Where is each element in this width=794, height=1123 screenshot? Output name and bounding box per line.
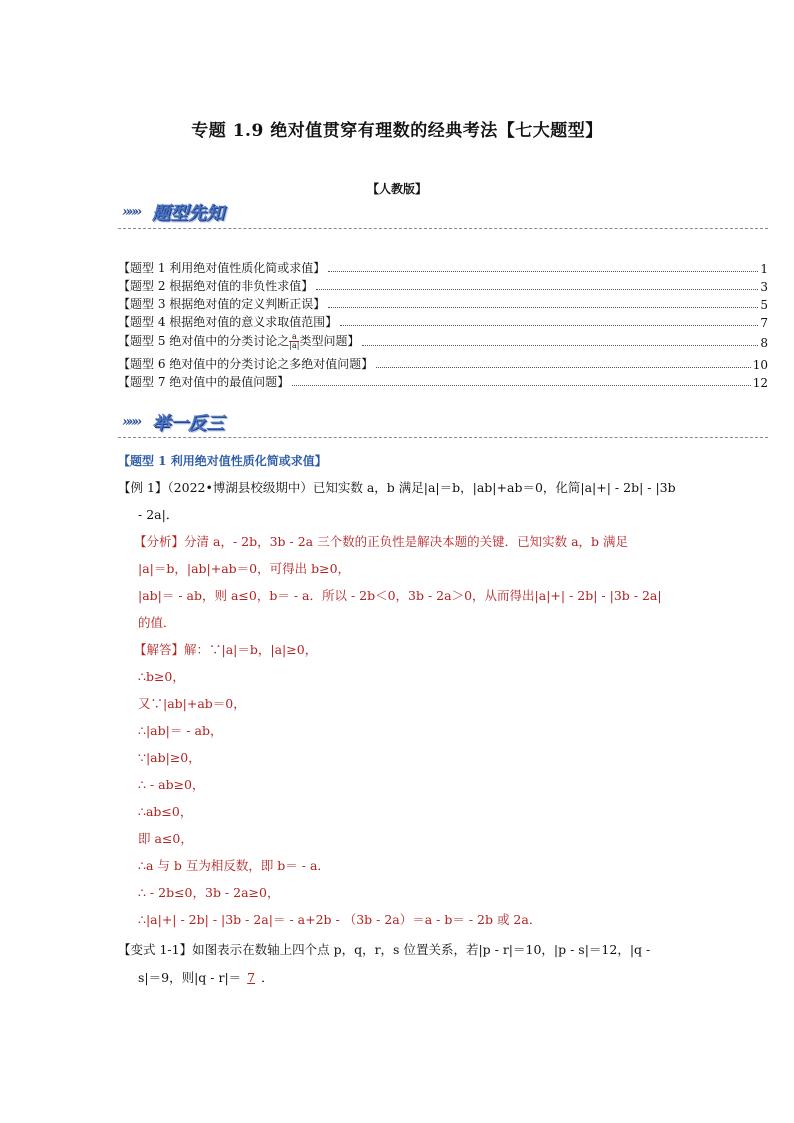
section-divider: [118, 228, 768, 229]
solution-line: 【解答】解：∵|a|＝b，|a|≥0，: [134, 642, 318, 657]
toc-leader: [328, 307, 758, 308]
banner-text: 题型先知: [152, 203, 224, 224]
toc-page: 3: [760, 280, 768, 294]
solution-line: 即 a≤0，: [138, 831, 193, 846]
toc-leader: [340, 325, 758, 326]
toc-leader: [328, 271, 758, 272]
toc-label: 【题型 3 根据绝对值的定义判断正误】: [118, 297, 326, 311]
toc-item[interactable]: [118, 373, 768, 390]
example-line: - 2a|．: [138, 507, 179, 522]
banner-examples: [122, 410, 322, 434]
toc-item[interactable]: [118, 277, 768, 294]
toc-page: 1: [760, 262, 768, 276]
toc-leader: [362, 345, 758, 346]
toc-page: 10: [752, 358, 768, 372]
analysis-tag: 【分析】: [134, 534, 185, 549]
toc-label: 【题型 2 根据绝对值的非负性求值】: [118, 279, 314, 293]
solution-line: ∴b≥0，: [138, 669, 185, 684]
variant-line: 【变式 1-1】如图表示在数轴上四个点 p，q，r，s 位置关系，若|p - r|＝10，|p - s|＝12，|q -: [118, 942, 651, 957]
analysis-line: 的值．: [138, 615, 176, 630]
solution-line: ∴ - 2b≤0，3b - 2a≥0，: [138, 885, 280, 900]
toc-leader: [376, 367, 750, 368]
toc-item[interactable]: [118, 313, 768, 330]
solution-line: ∴ab≤0，: [138, 804, 193, 819]
toc-label: 【题型 5 绝对值中的分类讨论之 $\frac{a}{|a|}$ 类型问题】: [118, 332, 360, 350]
solution-line: ∵|ab|≥0，: [138, 750, 201, 765]
triple-arrow-icon: »»»: [122, 204, 140, 220]
toc-leader: [292, 385, 750, 386]
solution-line: ∴|ab|＝ - ab，: [138, 723, 223, 738]
toc-page: 7: [760, 316, 768, 330]
solution-tag: 【解答】: [134, 642, 185, 657]
toc-label: 【题型 4 根据绝对值的意义求取值范围】: [118, 315, 338, 329]
banner-topic-overview: [122, 200, 322, 224]
section-divider: [118, 437, 768, 438]
analysis-line: |ab|＝ - ab，则 a≤0，b＝ - a．所以 - 2b＜0，3b - 2a＞0，从而得出|a|+| - 2b| - |3b - 2a|: [138, 588, 662, 603]
banner-text: 举一反三: [152, 413, 224, 434]
toc-leader: [316, 289, 758, 290]
toc-item[interactable]: [118, 259, 768, 276]
triple-arrow-icon: »»»: [122, 414, 140, 430]
solution-line: 又∵|ab|+ab＝0，: [138, 696, 246, 711]
toc-item[interactable]: [118, 295, 768, 312]
toc-page: 5: [760, 298, 768, 312]
analysis-line: |a|＝b，|ab|+ab＝0，可得出 b≥0，: [138, 561, 351, 576]
toc-label: 【题型 1 利用绝对值性质化简或求值】: [118, 261, 326, 275]
toc-page: 8: [760, 336, 768, 350]
toc-label: 【题型 6 绝对值中的分类讨论之多绝对值问题】: [118, 357, 374, 371]
solution-line: ∴a 与 b 互为相反数，即 b＝ - a．: [138, 858, 330, 873]
fraction-a-over-abs-a: $\frac{a}{|a|}$: [289, 332, 300, 350]
page-title: 专题 1.9 绝对值贯穿有理数的经典考法【七大题型】: [191, 121, 603, 141]
variant-line: s|＝9，则|q - r|＝ 7 ．: [138, 970, 274, 985]
analysis-line: 【分析】分清 a，- 2b，3b - 2a 三个数的正负性是解决本题的关键．已知实数 a，b 满足: [134, 534, 628, 549]
edition-label: 【人教版】: [366, 182, 427, 196]
solution-line: ∴|a|+| - 2b| - |3b - 2a|＝ - a+2b - （3b - 2a）＝a - b＝ - 2b 或 2a．: [138, 912, 542, 927]
variant-answer: 7: [247, 970, 256, 985]
toc-page: 12: [752, 376, 768, 390]
solution-line: ∴ - ab≥0，: [138, 777, 205, 792]
toc-item[interactable]: [118, 355, 768, 372]
example-line: 【例 1】（2022•博湖县校级期中）已知实数 a，b 满足|a|＝b，|ab|+ab＝0，化简|a|+| - 2b| - |3b: [118, 480, 676, 495]
toc-label: 【题型 7 绝对值中的最值问题】: [118, 375, 290, 389]
section-heading: 【题型 1 利用绝对值性质化简或求值】: [118, 454, 327, 468]
toc-item[interactable]: [118, 333, 768, 350]
